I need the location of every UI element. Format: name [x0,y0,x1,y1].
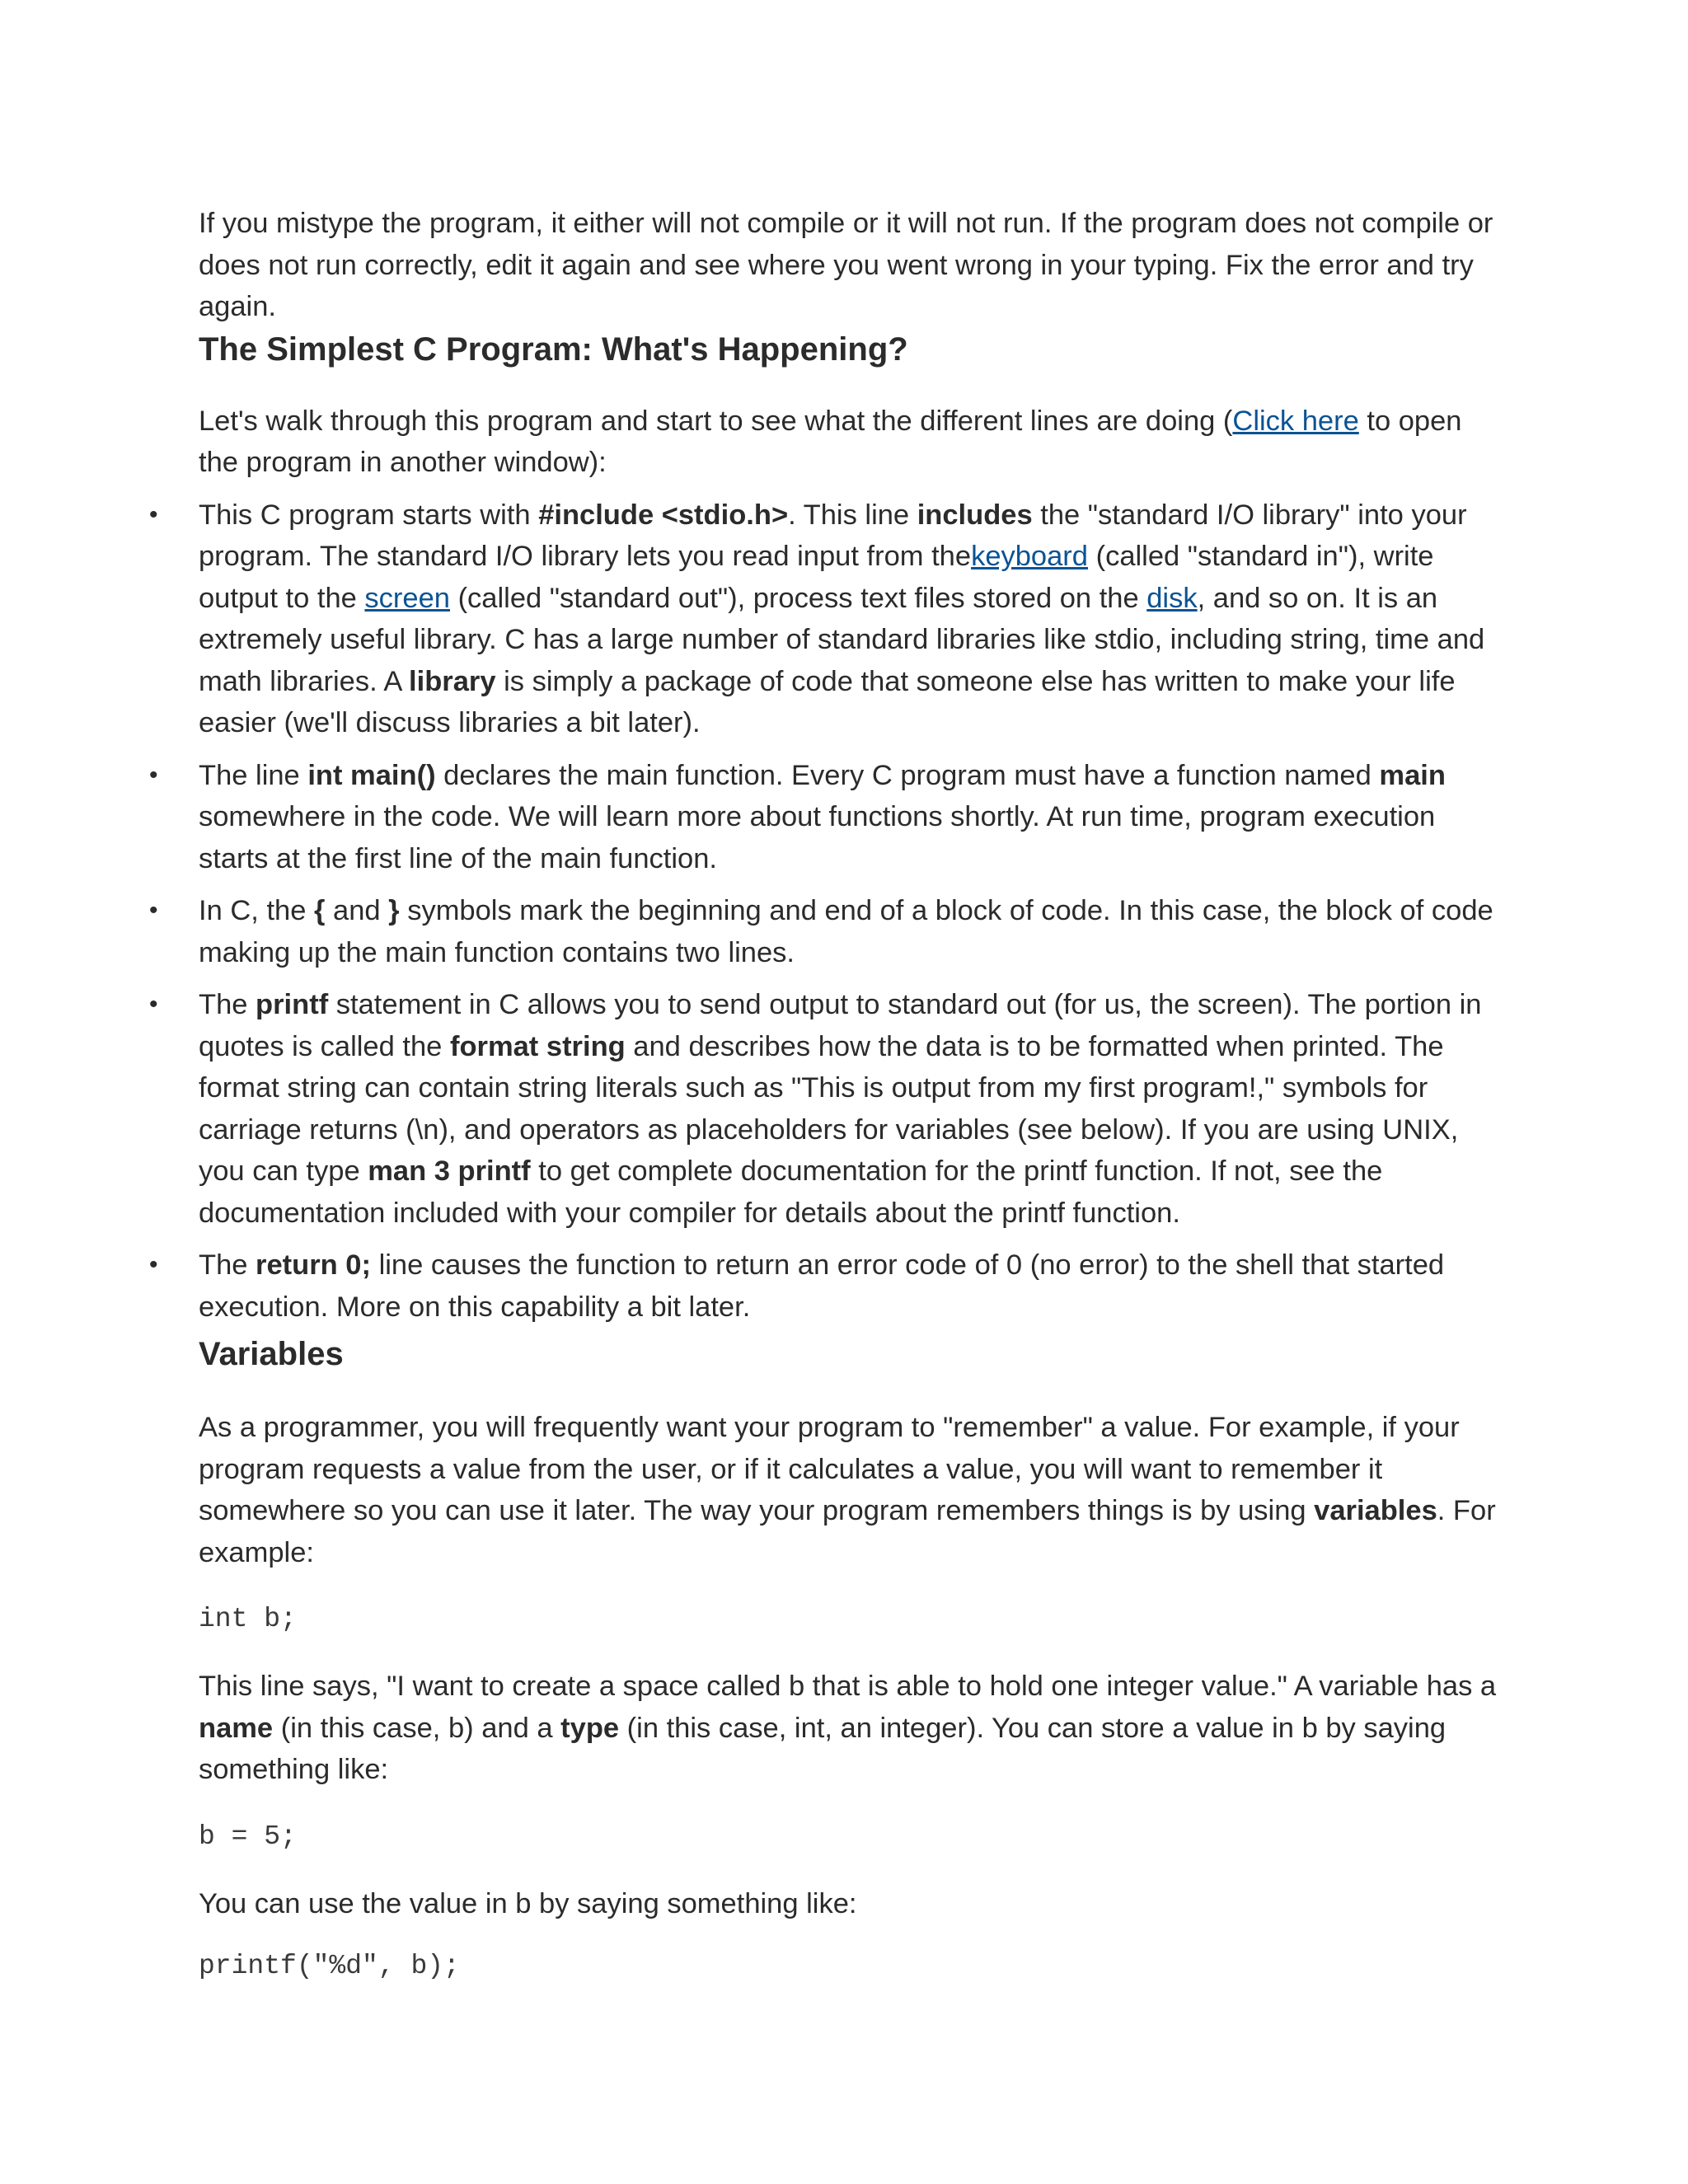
bullet-return [149,1244,1497,1328]
bold-int-main: int main() [307,759,436,791]
bold-variables: variables [1314,1495,1437,1526]
bullet-text: is simply a package of code that someone else has written to make your life easier (we'll discuss libraries a bit later). [199,665,1456,738]
bold-format-string: format string [449,1030,626,1062]
bullet-braces [149,890,1497,973]
bold-includes: includes [917,499,1033,531]
heading-variables: Variables [199,1336,344,1372]
variable-explanation-paragraph [199,1666,1497,1791]
bullet-dot-icon: • [149,500,158,528]
explanation-bullet-list [149,494,1497,1329]
bullet-dot-icon: • [149,991,158,1018]
walkthrough-text-post: to open the program in another window): [199,405,1462,478]
bullet-text: The line [199,759,308,791]
bold-open-brace: { [314,895,326,926]
paragraph-text: You can use the value in b by saying something like: [199,1887,857,1919]
bullet-text: (called "standard out"), process text files stored on the [449,582,1147,614]
bullet-text: declares the main function. Every C program must have a function named [435,759,1380,791]
bullet-text: and describes how the data is to be formatted when printed. The format string can contain string literals such as "This is output from my first program!," symbols for carriage returns (\n), and operators as placeholders for variables (see below). If you are using UNIX, you can type [199,1030,1459,1187]
bullet-text: the "standard I/O library" into your program. The standard I/O library lets you read input from the [199,499,1467,572]
bold-main: main [1379,759,1446,791]
disk-link[interactable]: disk [1146,582,1198,614]
code-printf-b: printf("%d", b); [199,1951,460,1981]
bullet-text: In C, the [199,895,314,926]
paragraph-text: (in this case, int, an integer). You can store a value in b by saying something like: [199,1712,1447,1785]
paragraph-text: (in this case, b) and a [273,1712,561,1744]
variables-intro-paragraph [199,1407,1497,1573]
code-assign-b: b = 5; [199,1821,297,1852]
paragraph-text: This line says, "I want to create a space called b that is able to hold one integer value." A variable has a [199,1671,1497,1702]
bullet-dot-icon: • [149,897,158,924]
screen-link[interactable]: screen [364,582,450,614]
bullet-text: The [199,1249,256,1281]
bold-man-3-printf: man 3 printf [368,1155,531,1187]
intro-text: If you mistype the program, it either will not compile or it will not run. If the program does not compile or does not run correctly, edit it again and see where you went wrong in your typing. Fix the error and try again. [199,208,1493,322]
walkthrough-paragraph [199,401,1497,484]
document-page [149,203,1497,1987]
heading-simplest-c-program: The Simplest C Program: What's Happening? [199,330,908,368]
click-here-link[interactable]: Click here [1232,405,1359,437]
keyboard-link[interactable]: keyboard [971,541,1088,572]
bold-printf: printf [256,989,329,1020]
paragraph-text: . For example: [199,1495,1496,1568]
bullet-text: statement in C allows you to send output to standard out (for us, the screen). The portion in quotes is called the [199,989,1482,1062]
bullet-main [149,755,1497,880]
bullet-dot-icon: • [149,1251,158,1278]
bold-type: type [560,1712,620,1744]
bold-close-brace: } [388,895,400,926]
code-declare-int-b: int b; [199,1604,297,1634]
bold-library: library [409,665,496,697]
bullet-include [149,494,1497,744]
bullet-text: symbols mark the beginning and end of a block of code. In this case, the block of code making up the main function contains two lines. [199,895,1493,968]
bullet-text: This C program starts with [199,499,539,531]
walkthrough-text-pre: Let's walk through this program and start to see what the different lines are doing ( [199,405,1233,437]
bold-include-directive: #include <stdio.h> [538,499,789,531]
bullet-text: line causes the function to return an error code of 0 (no error) to the shell that started execution. More on this capability a bit later. [199,1249,1445,1323]
bullet-text: , and so on. It is an extremely useful library. C has a large number of standard libraries like stdio, including string, time and math libraries. A [199,582,1485,697]
bold-name: name [199,1712,274,1744]
intro-paragraph [199,203,1497,328]
bullet-printf [149,984,1497,1234]
bullet-text: . This line [788,499,917,531]
bullet-dot-icon: • [149,761,158,789]
bullet-text: (called "standard in"), write output to the [199,541,1434,614]
bullet-text: and [325,895,389,926]
bold-return-0: return 0; [256,1249,371,1281]
bullet-text: The [199,989,256,1020]
bullet-text: to get complete documentation for the printf function. If not, see the documentation included with your compiler for details about the printf function. [199,1155,1383,1229]
paragraph-text: As a programmer, you will frequently want your program to "remember" a value. For example, if your program requests a value from the user, or if it calculates a value, you will want to remember it somewhere so you can use it later. The way your program remembers things is by using [199,1412,1460,1526]
bullet-text: somewhere in the code. We will learn more about functions shortly. At run time, program execution starts at the first line of the main function. [199,801,1436,874]
use-value-paragraph [199,1883,1497,1925]
